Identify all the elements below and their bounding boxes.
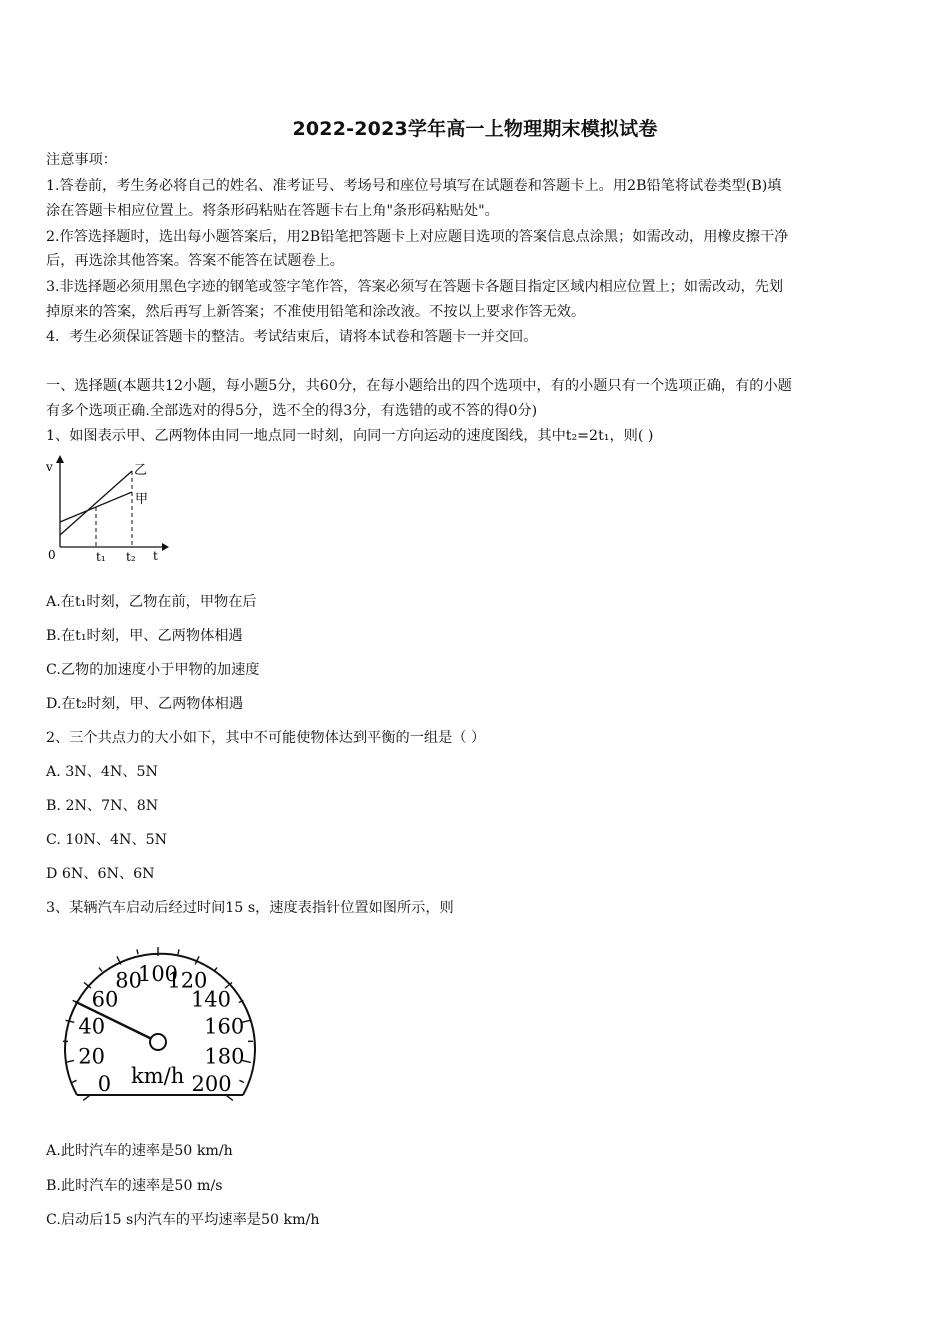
gauge-scale-label: 60	[91, 987, 119, 1012]
notice-line: 4．考生必须保证答题卡的整洁。考试结束后，请将本试卷和答题卡一并交回。	[46, 329, 538, 345]
gauge-scale-label: 80	[115, 968, 142, 993]
page-title: 2022-2023学年高一上物理期末模拟试卷	[292, 118, 658, 140]
gauge-tick	[137, 949, 138, 954]
gauge-scale-label: 180	[204, 1044, 245, 1069]
question-1-option-b: B.在t₁时刻，甲、乙两物体相遇	[46, 628, 243, 644]
gauge-scale-label: 160	[204, 1014, 245, 1039]
question-2-option-a: A. 3N、4N、5N	[46, 764, 158, 780]
question-3-option-c: C.启动后15 s内汽车的平均速率是50 km/h	[46, 1212, 320, 1228]
gauge-unit: km/h	[131, 1064, 185, 1088]
tick-label-t2: t₂	[126, 550, 136, 564]
notice-line: 涂在答题卡相应位置上。将条形码粘贴在答题卡右上角"条形码粘贴处"。	[46, 203, 499, 219]
question-1-option-a: A.在t₁时刻，乙物在前，甲物在后	[46, 594, 257, 610]
question-3-option-a: A.此时汽车的速率是50 km/h	[46, 1143, 233, 1159]
question-2-option-c: C. 10N、4N、5N	[46, 832, 168, 848]
line-label-jia: 甲	[135, 492, 149, 507]
velocity-time-graph	[40, 455, 170, 567]
tick-label-t1: t₁	[96, 550, 106, 564]
question-2-option-d: D 6N、6N、6N	[46, 866, 155, 882]
gauge-scale-label: 120	[167, 968, 208, 993]
axis-origin: 0	[48, 548, 56, 562]
gauge-scale-label: 40	[78, 1014, 106, 1039]
gauge-scale-label: 20	[78, 1044, 105, 1069]
needle-hub	[150, 1034, 166, 1050]
question-3-option-b: B.此时汽车的速率是50 m/s	[46, 1178, 223, 1194]
gauge-tick	[178, 949, 179, 954]
axis-label-v: v	[46, 460, 53, 474]
question-1-option-d: D.在t₂时刻，甲、乙两物体相遇	[46, 696, 244, 712]
section-instructions: 一、选择题(本题共12小题，每小题5分，共60分，在每小题给出的四个选项中，有的小题只有一个选项正确，有的小题	[46, 378, 792, 394]
speedometer-gauge	[55, 935, 270, 1105]
gauge-scale-label: 200	[191, 1071, 232, 1096]
gauge-tick	[239, 1080, 244, 1082]
gauge-scale-label: 0	[97, 1071, 112, 1096]
question-2-option-b: B. 2N、7N、8N	[46, 798, 159, 814]
question-1-option-c: C.乙物的加速度小于甲物的加速度	[46, 662, 260, 678]
notice-line: 后，再选涂其他答案。答案不能答在试题卷上。	[46, 253, 344, 269]
section-instructions: 有多个选项正确.全部选对的得5分，选不全的得3分，有选错的或不答的得0分)	[46, 403, 538, 419]
gauge-tick	[72, 1080, 77, 1082]
notice-line: 掉原来的答案，然后再写上新答案；不准使用铅笔和涂改液。不按以上要求作答无效。	[46, 304, 586, 320]
question-3-stem: 3、某辆汽车启动后经过时间15 s，速度表指针位置如图所示，则	[46, 900, 454, 916]
question-1-stem: 1、如图表示甲、乙两物体由同一地点同一时刻，向同一方向运动的速度图线，其中t₂=2t₁，则( )	[46, 428, 654, 444]
line-label-yi: 乙	[134, 463, 148, 478]
question-2-stem: 2、三个共点力的大小如下，其中不可能使物体达到平衡的一组是（ ）	[46, 730, 486, 746]
notice-line: 3.非选择题必须用黑色字迹的钢笔或签字笔作答，答案必须写在答题卡各题目指定区域内相应位置上；如需改动，先划	[46, 279, 784, 295]
gauge-tick	[99, 968, 102, 972]
notice-line: 1.答卷前，考生务必将自己的姓名、准考证号、考场号和座位号填写在试题卷和答题卡上。用2B铅笔将试卷类型(B)填	[46, 178, 782, 194]
gauge-scale-label: 140	[190, 987, 232, 1012]
axis-label-t: t	[153, 549, 158, 563]
notice-line: 2.作答选择题时，选出每小题答案后，用2B铅笔把答题卡上对应题目选项的答案信息点涂黑；如需改动，用橡皮擦干净	[46, 229, 789, 245]
notice-heading: 注意事项：	[46, 152, 117, 168]
gauge-scale-label: 100	[137, 962, 179, 986]
